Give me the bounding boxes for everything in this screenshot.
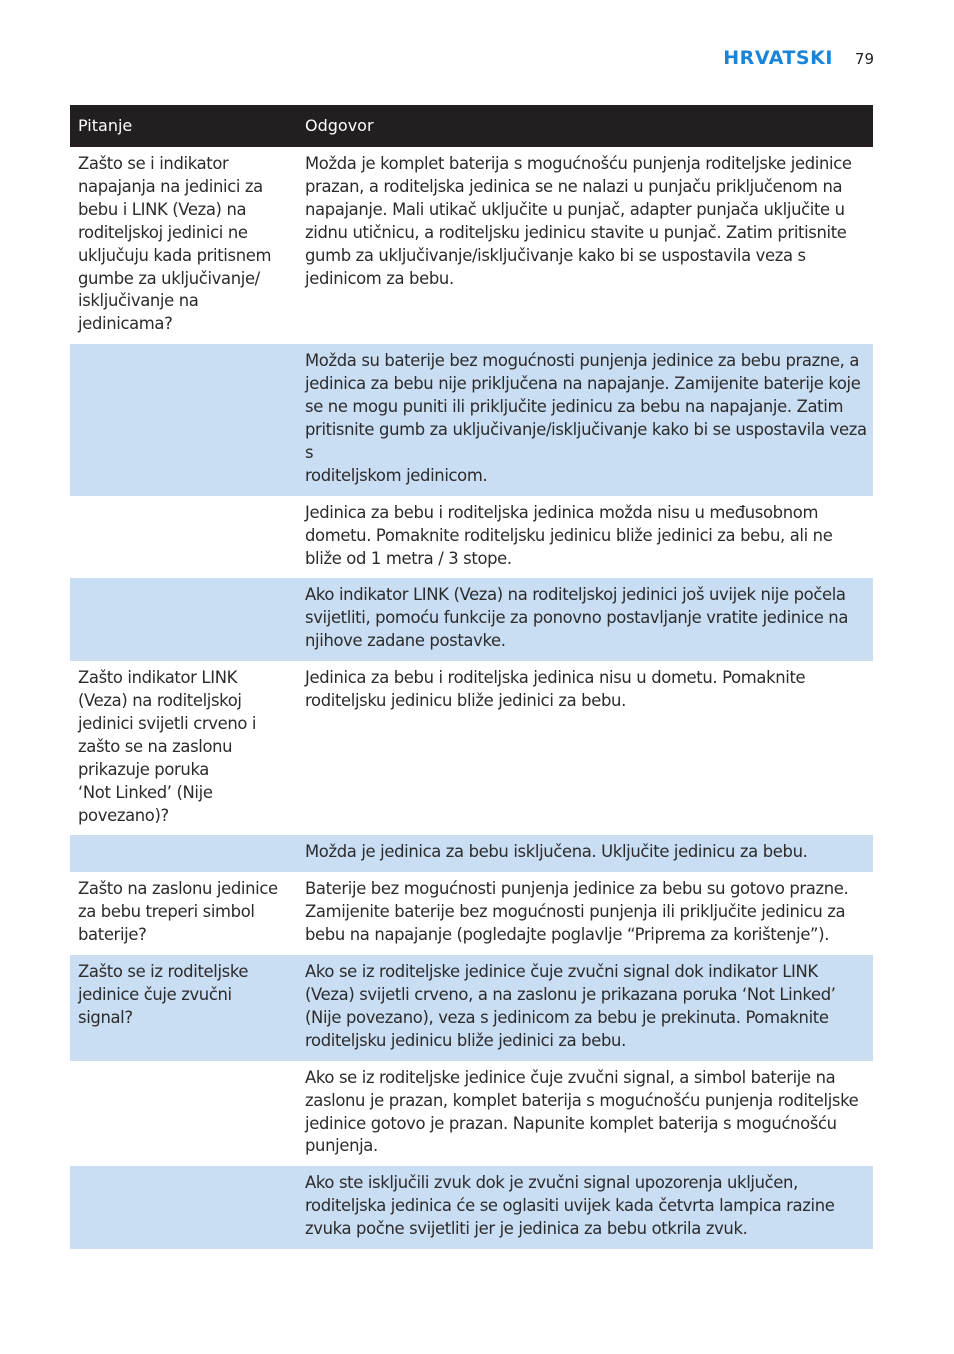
question-cell: Zašto na zaslonu jedinice za bebu treperi simbol baterije?: [78, 879, 278, 945]
table-row: [70, 344, 873, 495]
answer-cell: Jedinica za bebu i roditeljska jedinica nisu u dometu. Pomaknite roditeljsku jedinicu bliže jedinici za bebu.: [305, 668, 806, 711]
question-cell: Zašto se i indikator napajanja na jedinici za bebu i LINK (Veza) na roditeljskoj jedinici ne uključuju kada pritisnem gumbe za uključivanje/ isključivanje na jedinicama?: [78, 154, 272, 334]
question-cell: [70, 578, 305, 661]
question-cell: Zašto indikator LINK (Veza) na roditeljskoj jedinici svijetli crveno i zašto se na zaslonu prikazuje poruka ‘Not Linked’ (Nije povezano)?: [78, 668, 257, 825]
question-cell: [70, 344, 305, 495]
column-header-question: Pitanje: [78, 115, 133, 135]
table-row: [70, 661, 873, 835]
page-header: [723, 47, 874, 69]
table-row: [70, 872, 873, 955]
table-row: [70, 955, 873, 1061]
answer-cell: Baterije bez mogućnosti punjenja jedinice za bebu su gotovo prazne. Zamijenite baterije bez mogućnosti punjenja ili priključite jedinicu za bebu na napajanje (pogledajte poglavlje “Priprema za korištenje”).: [305, 879, 849, 945]
answer-cell: Ako ste isključili zvuk dok je zvučni signal upozorenja uključen, roditeljska jedinica će se oglasiti uvijek kada četvrta lampica razine zvuka počne svijetliti jer je jedinica za bebu otkrila zvuk.: [305, 1173, 835, 1239]
table-row: [70, 1166, 873, 1249]
faq-table: [70, 105, 873, 1249]
question-cell: Zašto se iz roditeljske jedinice čuje zvučni signal?: [78, 962, 249, 1027]
answer-cell: Jedinica za bebu i roditeljska jedinica možda nisu u međusobnom dometu. Pomaknite roditeljsku jedinicu bliže jedinici za bebu, ali ne bliže od 1 metra / 3 stope.: [305, 502, 833, 568]
answer-cell: Ako se iz roditeljske jedinice čuje zvučni signal dok indikator LINK (Veza) svijetli crveno, a na zaslonu je prikazana poruka ‘Not Linked’ (Nije povezano), veza s jedinicom za bebu je prekinuta. Pomaknite roditeljsku jedinicu bliže jedinici za bebu.: [305, 962, 836, 1050]
page-number: 79: [854, 50, 874, 68]
answer-cell: Ako se iz roditeljske jedinice čuje zvučni signal, a simbol baterije na zaslonu je prazan, komplet baterija s mogućnošću punjenja roditeljske jedinice gotovo je prazan. Napunite komplet baterija s mogućnošću punjenja.: [305, 1067, 859, 1156]
answer-cell: Možda su baterije bez mogućnosti punjenja jedinice za bebu prazne, a jedinica za bebu nije priključena na napajanje. Zamijenite baterije koje se ne mogu puniti ili priključite jedinicu za bebu na napajanje. Zatim pritisnite gumb za uključivanje/isključivanje kako bi se uspostavila veza s roditeljskom jedinicom.: [305, 351, 867, 485]
table-row: [70, 1061, 873, 1167]
question-cell: [70, 835, 305, 872]
table-header: [70, 105, 873, 147]
question-cell: [70, 496, 305, 579]
answer-cell: Možda je jedinica za bebu isključena. Uključite jedinicu za bebu.: [305, 842, 808, 862]
question-cell: [70, 1166, 305, 1249]
section-title: HRVATSKI: [723, 47, 833, 69]
column-header-answer: Odgovor: [305, 115, 374, 135]
answer-cell: Ako indikator LINK (Veza) na roditeljskoj jedinici još uvijek nije počela svijetliti, pomoću funkcije za ponovno postavljanje vratite jedinice na njihove zadane postavke.: [305, 585, 849, 651]
question-cell: [70, 1061, 305, 1167]
table-row: [70, 835, 873, 872]
answer-cell: Možda je komplet baterija s mogućnošću punjenja roditeljske jedinice prazan, a roditeljska jedinica se ne nalazi u punjaču priključenom na napajanje. Mali utikač uključite u punjač, adapter punjača uključite u zidnu utičnicu, a roditeljsku jedinicu stavite u punjač. Zatim pritisnite gumb za uključivanje/isključivanje kako bi se uspostavila veza s jedinicom za bebu.: [305, 154, 852, 288]
table-row: [70, 147, 873, 344]
table-row: [70, 578, 873, 661]
table-row: [70, 496, 873, 579]
